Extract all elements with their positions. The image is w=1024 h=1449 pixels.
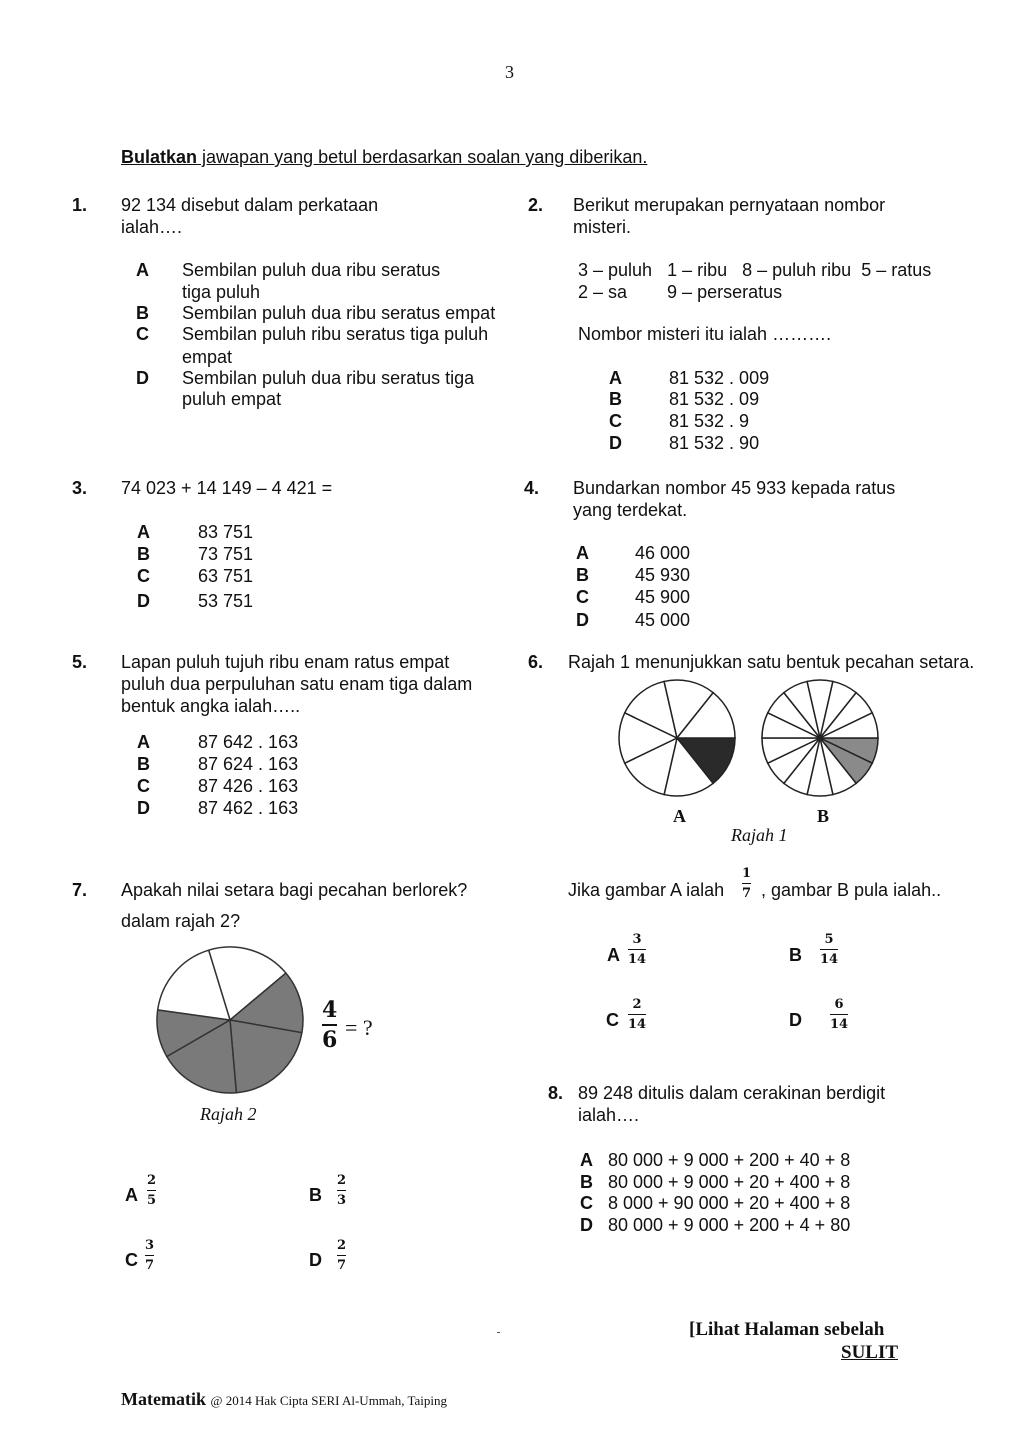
q2-option-letter[interactable]: A: [609, 368, 622, 388]
q1-option-text: tiga puluh: [182, 282, 261, 302]
q7-text-line: dalam rajah 2?: [121, 911, 241, 931]
q6-given-fraction: [742, 866, 751, 901]
q3-option-letter[interactable]: A: [137, 522, 150, 542]
footer-credit: [121, 1388, 447, 1412]
pie-rajah-2: [157, 947, 303, 1093]
footer-mark: [497, 1332, 500, 1333]
fraction-denominator: 14: [628, 1017, 647, 1032]
footer-subject: Matematik: [121, 1389, 206, 1409]
fraction-numerator: 5: [824, 932, 834, 947]
q2-question: Nombor misteri itu ialah ……….: [578, 324, 832, 344]
fraction-numerator: 4: [322, 997, 338, 1023]
q7-option-fraction: [337, 1173, 346, 1208]
q1-option-text: empat: [182, 347, 233, 367]
fraction-numerator: 2: [337, 1173, 347, 1188]
sulit-label: SULIT: [841, 1342, 899, 1363]
pie-b-fourteenths: [762, 680, 878, 796]
q1-option-text: Sembilan puluh dua ribu seratus empat: [182, 303, 496, 323]
q7-text-line: Apakah nilai setara bagi pecahan berlorek?: [121, 880, 468, 900]
q8-option-letter[interactable]: A: [580, 1150, 593, 1170]
q3-option-letter[interactable]: D: [137, 591, 150, 611]
q4-option-value: 45 000: [635, 610, 691, 630]
q8-number: 8.: [548, 1083, 564, 1103]
q1-option-text: Sembilan puluh dua ribu seratus: [182, 260, 441, 280]
q6-question-pre: Jika gambar A ialah: [568, 880, 725, 900]
q1-number: 1.: [72, 195, 88, 215]
fraction-numerator: 6: [834, 997, 844, 1012]
q5-option-letter[interactable]: B: [137, 754, 150, 774]
q1-text-line: 92 134 disebut dalam perkataan: [121, 195, 379, 215]
q6-option-fraction: [628, 997, 646, 1032]
q5-option-letter[interactable]: C: [137, 776, 150, 796]
q5-text-line: Lapan puluh tujuh ribu enam ratus empat: [121, 652, 450, 672]
q2-option-letter[interactable]: C: [609, 411, 622, 431]
q4-text-line: Bundarkan nombor 45 933 kepada ratus: [573, 478, 896, 498]
q8-option-value: 8 000 + 90 000 + 20 + 400 + 8: [608, 1193, 851, 1213]
q7-option-letter[interactable]: C: [125, 1250, 138, 1270]
fraction-numerator: 1: [742, 866, 752, 881]
q4-option-letter[interactable]: D: [576, 610, 589, 630]
q2-option-value: 81 532 . 9: [669, 411, 750, 431]
q7-option-letter[interactable]: B: [309, 1185, 322, 1205]
q2-text-line: misteri.: [573, 217, 631, 237]
q8-text-line: ialah….: [578, 1105, 640, 1125]
fraction-denominator: 14: [820, 952, 839, 967]
rajah-2-figure: [150, 940, 310, 1100]
q7-option-letter[interactable]: D: [309, 1250, 322, 1270]
fraction-denominator: 5: [147, 1193, 157, 1208]
q4-option-letter[interactable]: A: [576, 543, 589, 563]
q6-option-fraction: [820, 932, 838, 967]
q1-option-text: Sembilan puluh dua ribu seratus tiga: [182, 368, 475, 388]
q6-option-letter[interactable]: D: [789, 1010, 802, 1030]
instruction-text: jawapan yang betul berdasarkan soalan yang diberikan.: [197, 147, 648, 167]
q7-fraction: [322, 998, 337, 1052]
fraction-denominator: 6: [322, 1027, 338, 1053]
q8-option-letter[interactable]: B: [580, 1172, 593, 1192]
q1-option-text: puluh empat: [182, 389, 282, 409]
q6-option-fraction: [628, 932, 646, 967]
q4-option-letter[interactable]: C: [576, 587, 589, 607]
q5-number: 5.: [72, 652, 88, 672]
q4-text-line: yang terdekat.: [573, 500, 688, 520]
q6-question-post: , gambar B pula ialah..: [761, 880, 942, 900]
q1-option-text: Sembilan puluh ribu seratus tiga puluh: [182, 324, 489, 344]
fraction-denominator: 14: [830, 1017, 849, 1032]
q6-number: 6.: [528, 652, 544, 672]
fraction-denominator: 14: [628, 952, 647, 967]
fraction-denominator: 7: [145, 1258, 155, 1273]
q7-option-letter[interactable]: A: [125, 1185, 138, 1205]
q5-text-line: bentuk angka ialah…..: [121, 696, 301, 716]
rajah-2-caption: Rajah 2: [200, 1104, 257, 1124]
page-number: 3: [505, 62, 514, 82]
figure-label-b: B: [817, 806, 830, 826]
q1-text-line: ialah….: [121, 217, 183, 237]
q6-option-fraction: [830, 997, 848, 1032]
q8-option-value: 80 000 + 9 000 + 20 + 400 + 8: [608, 1172, 851, 1192]
q2-text-line: Berikut merupakan pernyataan nombor: [573, 195, 886, 215]
q3-number: 3.: [72, 478, 88, 498]
q7-option-fraction: [337, 1238, 346, 1273]
pie-a-sevenths: [619, 680, 735, 796]
q4-option-value: 45 900: [635, 587, 691, 607]
fraction-denominator: 3: [337, 1193, 347, 1208]
q2-clue-line: 3 – puluh 1 – ribu 8 – puluh ribu 5 – ratus: [578, 260, 932, 280]
fraction-numerator: 2: [632, 997, 642, 1012]
q6-text: Rajah 1 menunjukkan satu bentuk pecahan setara.: [568, 652, 975, 672]
q2-number: 2.: [528, 195, 544, 215]
q4-number: 4.: [524, 478, 540, 498]
q7-option-fraction: [147, 1173, 156, 1208]
q2-option-value: 81 532 . 90: [669, 433, 760, 453]
fraction-numerator: 2: [337, 1238, 347, 1253]
q2-option-letter[interactable]: D: [609, 433, 622, 453]
q6-option-letter[interactable]: C: [606, 1010, 619, 1030]
q2-option-value: 81 532 . 09: [669, 389, 760, 409]
q3-text: 74 023 + 14 149 – 4 421 =: [121, 478, 333, 498]
q1-option-letter[interactable]: D: [136, 368, 149, 388]
q3-option-value: 83 751: [198, 522, 254, 542]
q3-option-letter[interactable]: C: [137, 566, 150, 586]
q5-option-value: 87 426 . 163: [198, 776, 299, 796]
q8-option-letter[interactable]: C: [580, 1193, 593, 1213]
q4-option-letter[interactable]: B: [576, 565, 589, 585]
q3-option-value: 63 751: [198, 566, 254, 586]
q8-option-value: 80 000 + 9 000 + 200 + 40 + 8: [608, 1150, 851, 1170]
q6-option-letter[interactable]: B: [789, 945, 802, 965]
q2-option-value: 81 532 . 009: [669, 368, 770, 388]
q7-option-fraction: [145, 1238, 154, 1273]
q5-option-value: 87 642 . 163: [198, 732, 299, 752]
q5-text-line: puluh dua perpuluhan satu enam tiga dalam: [121, 674, 473, 694]
fraction-numerator: 3: [632, 932, 642, 947]
shaded-sector: [230, 1020, 302, 1093]
rajah-1-figure: [615, 675, 895, 810]
q8-option-value: 80 000 + 9 000 + 200 + 4 + 80: [608, 1215, 851, 1235]
q1-option-letter[interactable]: C: [136, 324, 149, 344]
q8-text-line: 89 248 ditulis dalam cerakinan berdigit: [578, 1083, 886, 1103]
q4-option-value: 45 930: [635, 565, 691, 585]
q3-option-value: 53 751: [198, 591, 254, 611]
q5-option-letter[interactable]: D: [137, 798, 150, 818]
fraction-denominator: 7: [337, 1258, 347, 1273]
q8-option-letter[interactable]: D: [580, 1215, 593, 1235]
fraction-numerator: 3: [145, 1238, 155, 1253]
q7-fraction-suffix: = ?: [345, 1015, 373, 1040]
q7-number: 7.: [72, 880, 88, 900]
next-page-note: [Lihat Halaman sebelah: [689, 1319, 885, 1340]
q5-option-value: 87 462 . 163: [198, 798, 299, 818]
q1-option-letter[interactable]: B: [136, 303, 149, 323]
q2-option-letter[interactable]: B: [609, 389, 622, 409]
q5-option-letter[interactable]: A: [137, 732, 150, 752]
footer-copyright: @ 2014 Hak Cipta SERI Al-Ummah, Taiping: [210, 1393, 447, 1408]
q3-option-value: 73 751: [198, 544, 254, 564]
instruction: [121, 147, 647, 168]
q5-option-value: 87 624 . 163: [198, 754, 299, 774]
q1-option-letter[interactable]: A: [136, 260, 149, 280]
q4-option-value: 46 000: [635, 543, 691, 563]
rajah-1-caption: Rajah 1: [731, 825, 788, 845]
q6-option-letter[interactable]: A: [607, 945, 620, 965]
fraction-numerator: 2: [147, 1173, 157, 1188]
q2-clue-line: 2 – sa 9 – perseratus: [578, 282, 783, 302]
figure-label-a: A: [673, 806, 686, 826]
instruction-bold: Bulatkan: [121, 147, 198, 167]
fraction-denominator: 7: [742, 886, 752, 901]
q3-option-letter[interactable]: B: [137, 544, 150, 564]
